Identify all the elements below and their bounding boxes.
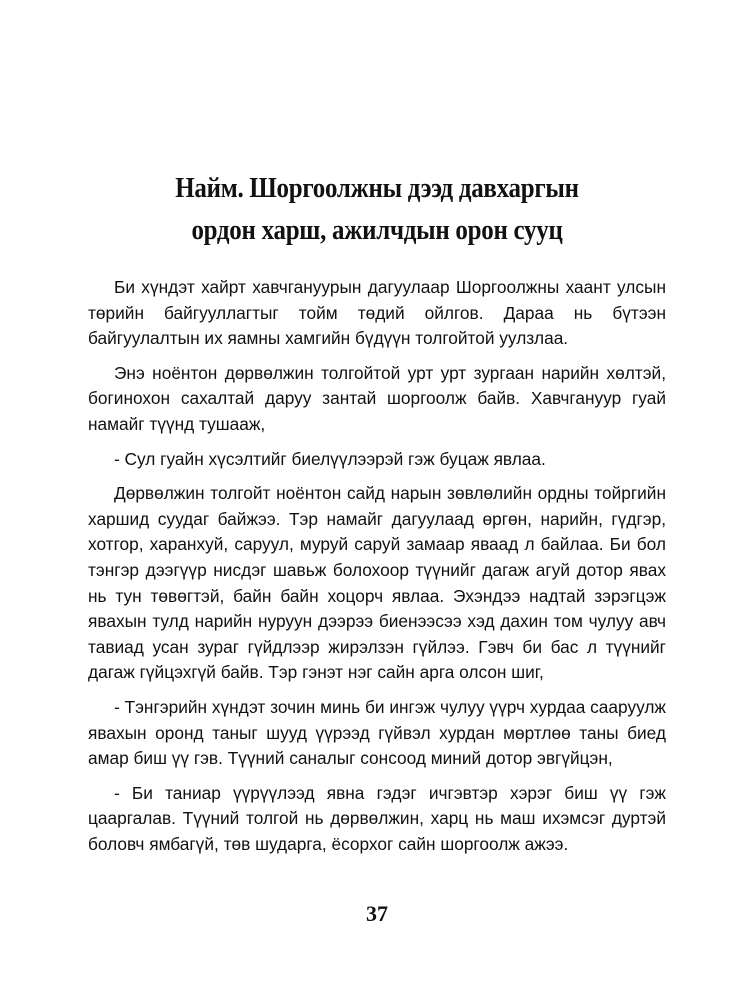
paragraph: Энэ ноёнтон дөрвөлжин толгойтой урт урт зургаан нарийн хөлтэй, богинохон сахалтай даруу зантай шоргоолж байв. Хавчгануур гуай намайг түүнд тушааж, [88,362,666,434]
paragraph: - Сул гуайн хүсэлтийг биелүүлээрэй гэж буцаж явлаа. [114,448,546,469]
paragraph: Дөрвөлжин толгойт ноёнтон сайд нарын зөвлөлийн ордны тойргийн харшид суудаг байжээ. Тэр намайг дагуулаад өргөн, нарийн, гүдгэр, хотгор, харанхуй, саруул, муруй саруй замаар яваад л байлаа. Би бол тэнгэр дээгүүр нисдэг шавьж болохоор түүнийг дагаж агуй дотор явах нь тун төвөгтэй, байн байн хоцорч явлаа. Эхэндээ надтай зэрэгцэж явахын тулд нарийн нуруун дээрээ биенээсээ хэд дахин том чулуу авч тавиад усан зураг гүйдлээр жирэлзэн гүйлээ. Гэвч би бас л түүнийг дагаж гүйцэхгүй байв. Тэр гэнэт нэг сайн арга олсон шиг, [88,483,666,683]
paragraph: - Би таниар үүрүүлээд явна гэдэг ичгэвтэр хэрэг биш үү гэж цааргалав. Түүний толгой нь дөрвөлжин, харц нь маш ихэмсэг дуртэй боловч ямбагүй, төв шударга, ёсорхог сайн шоргоолж ажээ. [88,782,666,854]
paragraph: - Тэнгэрийн хүндэт зочин минь би ингэж чулуу үүрч хурдаа сааруулж явахын оронд таныг шууд үүрээд гүйвэл хурдан мөртлөө таны биед амар биш үү гэв. Түүний саналыг сонсоод миний дотор эвгүйцэн, [88,696,666,769]
chapter-title-line-2: ордон харш, ажилчдын орон сууц [191,214,563,246]
chapter-title-line-1: Найм. Шоргоолжны дээд давхаргын [175,172,579,204]
page-number: 37 [366,901,388,926]
chapter-title [128,167,625,251]
paragraph: Би хүндэт хайрт хавчгануурын дагуулаар Шоргоолжны хаант улсын төрийн байгууллагтыг тойм төдий ойлгов. Дараа нь бүтээн байгуулалтын их яамны хамгийн бүдүүн толгойтой уулзлаа. [88,277,666,349]
body-text [88,275,666,866]
